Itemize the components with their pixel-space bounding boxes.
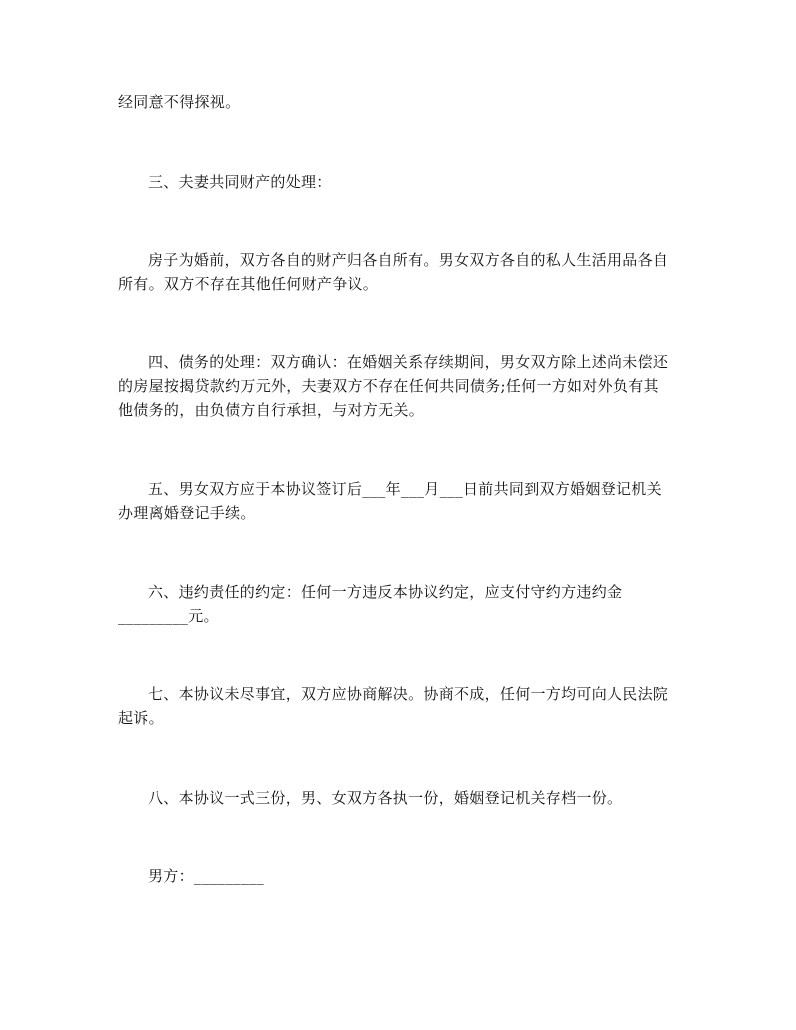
section-heading-copies: 八、本协议一式三份，男、女双方各执一份，婚姻登记机关存档一份。 bbox=[148, 789, 623, 807]
paragraph-line: 的房屋按揭贷款约万元外，夫妻双方不存在任何共同债务;任何一方如对外负有其 bbox=[118, 377, 659, 395]
section-heading-debt: 四、债务的处理：双方确认：在婚姻关系存续期间，男女双方除上述尚未偿还 bbox=[148, 353, 669, 371]
paragraph-line: 他债务的，由负债方自行承担，与对方无关。 bbox=[118, 401, 425, 419]
paragraph-line: 所有。双方不存在其他任何财产争议。 bbox=[118, 275, 379, 293]
section-heading-negotiation: 七、本协议未尽事宜，双方应协商解决。协商不成，任何一方均可向人民法院 bbox=[148, 685, 669, 703]
section-heading-liability: 六、违约责任的约定：任何一方违反本协议约定，应支付守约方违约金 bbox=[148, 583, 623, 601]
paragraph-line: 办理离婚登记手续。 bbox=[118, 504, 256, 522]
section-heading-registration: 五、男女双方应于本协议签订后___年___月___日前共同到双方婚姻登记机关 bbox=[148, 480, 662, 498]
signature-line-male: 男方：_________ bbox=[148, 867, 265, 885]
paragraph-line: 经同意不得探视。 bbox=[118, 93, 241, 111]
section-heading-property: 三、夫妻共同财产的处理： bbox=[148, 173, 332, 191]
paragraph-line: 起诉。 bbox=[118, 709, 164, 727]
paragraph-line: _________元。 bbox=[118, 607, 219, 625]
paragraph-line: 房子为婚前，双方各自的财产归各自所有。男女双方各自的私人生活用品各自 bbox=[148, 251, 669, 269]
